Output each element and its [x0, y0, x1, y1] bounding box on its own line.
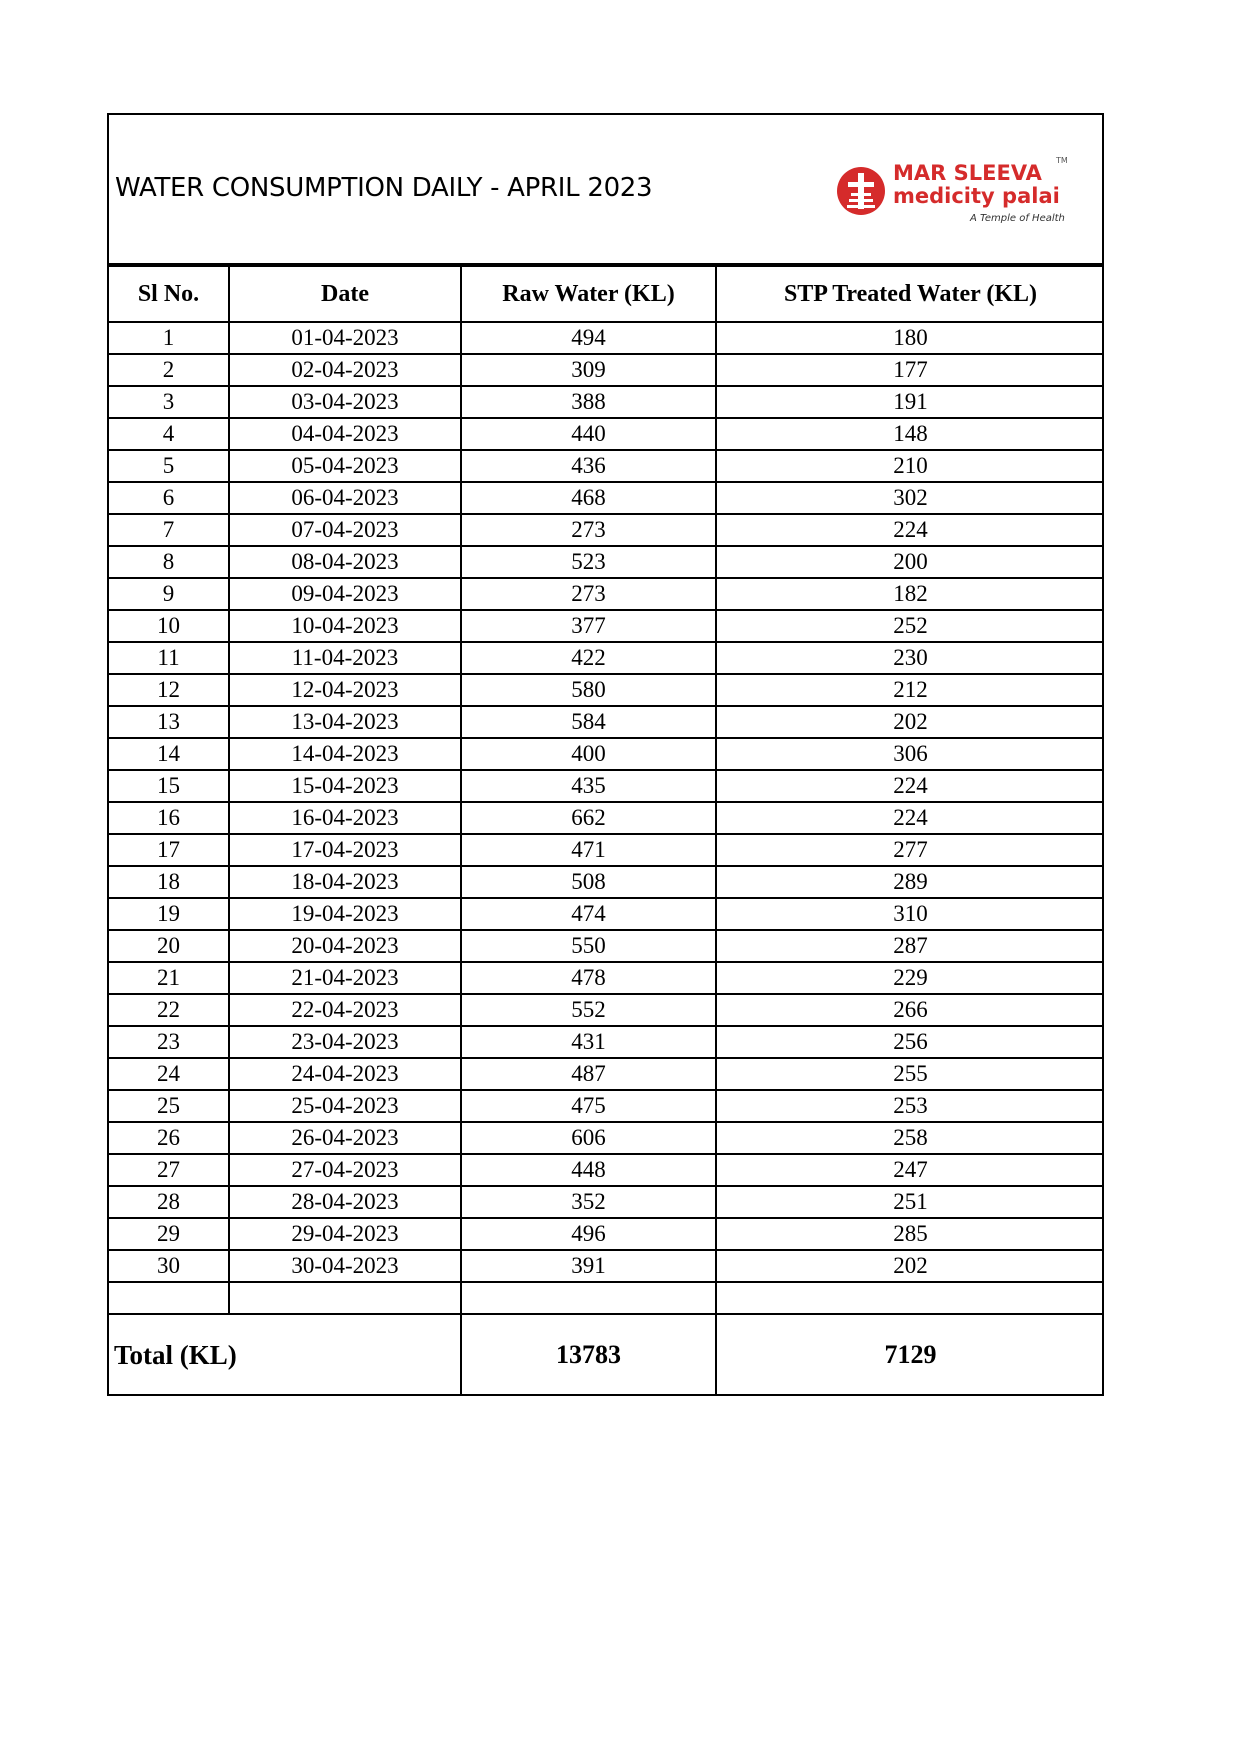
page-title: WATER CONSUMPTION DAILY - APRIL 2023 — [115, 173, 653, 203]
cell-stp-treated-water: 251 — [716, 1186, 1104, 1218]
cell-raw-water: 478 — [461, 962, 716, 994]
cell-date: 25-04-2023 — [229, 1090, 461, 1122]
cell-sl-no: 16 — [109, 802, 229, 834]
total-stp-treated-water: 7129 — [716, 1314, 1104, 1394]
cell-raw-water: 662 — [461, 802, 716, 834]
cell-date: 29-04-2023 — [229, 1218, 461, 1250]
cell-raw-water: 377 — [461, 610, 716, 642]
cell-date: 15-04-2023 — [229, 770, 461, 802]
column-header-sl-no: Sl No. — [109, 266, 229, 322]
cell-raw-water: 580 — [461, 674, 716, 706]
table-body — [109, 322, 1104, 1282]
cell-date: 24-04-2023 — [229, 1058, 461, 1090]
cell-stp-treated-water: 229 — [716, 962, 1104, 994]
cell-stp-treated-water: 302 — [716, 482, 1104, 514]
cell-date: 28-04-2023 — [229, 1186, 461, 1218]
cross-emblem-icon — [835, 165, 887, 217]
cell-stp-treated-water: 277 — [716, 834, 1104, 866]
column-header-stp-treated-water: STP Treated Water (KL) — [716, 266, 1104, 322]
cell-stp-treated-water: 255 — [716, 1058, 1104, 1090]
table-row — [109, 418, 1104, 450]
cell-raw-water: 431 — [461, 1026, 716, 1058]
table-row — [109, 962, 1104, 994]
table-row — [109, 578, 1104, 610]
logo-tagline: A Temple of Health — [970, 213, 1065, 224]
cell-date: 16-04-2023 — [229, 802, 461, 834]
cell-stp-treated-water: 202 — [716, 1250, 1104, 1282]
cell-raw-water: 448 — [461, 1154, 716, 1186]
table-row — [109, 1218, 1104, 1250]
cell-raw-water: 468 — [461, 482, 716, 514]
blank-cell — [109, 1282, 229, 1314]
cell-stp-treated-water: 253 — [716, 1090, 1104, 1122]
cell-sl-no: 15 — [109, 770, 229, 802]
table-row — [109, 738, 1104, 770]
cell-stp-treated-water: 266 — [716, 994, 1104, 1026]
cell-stp-treated-water: 224 — [716, 802, 1104, 834]
blank-cell — [716, 1282, 1104, 1314]
cell-sl-no: 23 — [109, 1026, 229, 1058]
cell-raw-water: 606 — [461, 1122, 716, 1154]
cell-date: 19-04-2023 — [229, 898, 461, 930]
cell-sl-no: 6 — [109, 482, 229, 514]
total-raw-water: 13783 — [461, 1314, 716, 1394]
cell-sl-no: 28 — [109, 1186, 229, 1218]
cell-sl-no: 12 — [109, 674, 229, 706]
table-row — [109, 834, 1104, 866]
cell-sl-no: 30 — [109, 1250, 229, 1282]
cell-sl-no: 2 — [109, 354, 229, 386]
blank-cell — [229, 1282, 461, 1314]
cell-stp-treated-water: 202 — [716, 706, 1104, 738]
cell-raw-water: 584 — [461, 706, 716, 738]
table-row — [109, 514, 1104, 546]
table-row — [109, 994, 1104, 1026]
cell-date: 17-04-2023 — [229, 834, 461, 866]
cell-stp-treated-water: 200 — [716, 546, 1104, 578]
cell-raw-water: 552 — [461, 994, 716, 1026]
cell-date: 18-04-2023 — [229, 866, 461, 898]
cell-sl-no: 3 — [109, 386, 229, 418]
cell-date: 07-04-2023 — [229, 514, 461, 546]
cell-date: 02-04-2023 — [229, 354, 461, 386]
cell-stp-treated-water: 224 — [716, 514, 1104, 546]
cell-stp-treated-water: 212 — [716, 674, 1104, 706]
table-row — [109, 802, 1104, 834]
cell-date: 22-04-2023 — [229, 994, 461, 1026]
column-header-raw-water: Raw Water (KL) — [461, 266, 716, 322]
cell-sl-no: 21 — [109, 962, 229, 994]
blank-row — [109, 1282, 1104, 1314]
cell-sl-no: 18 — [109, 866, 229, 898]
cell-raw-water: 400 — [461, 738, 716, 770]
cell-date: 05-04-2023 — [229, 450, 461, 482]
table-row — [109, 930, 1104, 962]
table-row — [109, 674, 1104, 706]
cell-stp-treated-water: 252 — [716, 610, 1104, 642]
cell-date: 20-04-2023 — [229, 930, 461, 962]
cell-raw-water: 435 — [461, 770, 716, 802]
table-row — [109, 1154, 1104, 1186]
cell-sl-no: 26 — [109, 1122, 229, 1154]
cell-raw-water: 422 — [461, 642, 716, 674]
cell-sl-no: 8 — [109, 546, 229, 578]
cell-sl-no: 13 — [109, 706, 229, 738]
cell-sl-no: 19 — [109, 898, 229, 930]
table-row — [109, 610, 1104, 642]
cell-stp-treated-water: 177 — [716, 354, 1104, 386]
table-row — [109, 898, 1104, 930]
cell-sl-no: 29 — [109, 1218, 229, 1250]
cell-raw-water: 508 — [461, 866, 716, 898]
table-row — [109, 1186, 1104, 1218]
cell-stp-treated-water: 285 — [716, 1218, 1104, 1250]
cell-sl-no: 7 — [109, 514, 229, 546]
table-row — [109, 866, 1104, 898]
table-row — [109, 546, 1104, 578]
cell-sl-no: 20 — [109, 930, 229, 962]
cell-date: 26-04-2023 — [229, 1122, 461, 1154]
table-header-row — [109, 266, 1104, 322]
cell-date: 12-04-2023 — [229, 674, 461, 706]
cell-raw-water: 391 — [461, 1250, 716, 1282]
cell-stp-treated-water: 230 — [716, 642, 1104, 674]
cell-stp-treated-water: 210 — [716, 450, 1104, 482]
cell-date: 23-04-2023 — [229, 1026, 461, 1058]
cell-date: 09-04-2023 — [229, 578, 461, 610]
cell-raw-water: 440 — [461, 418, 716, 450]
cell-date: 11-04-2023 — [229, 642, 461, 674]
cell-sl-no: 25 — [109, 1090, 229, 1122]
table-row — [109, 354, 1104, 386]
document-sheet — [107, 113, 1104, 1396]
cell-date: 27-04-2023 — [229, 1154, 461, 1186]
logo-trademark: TM — [1056, 156, 1068, 165]
cell-date: 10-04-2023 — [229, 610, 461, 642]
cell-sl-no: 14 — [109, 738, 229, 770]
blank-cell — [461, 1282, 716, 1314]
cell-stp-treated-water: 306 — [716, 738, 1104, 770]
table-row — [109, 482, 1104, 514]
table-row — [109, 450, 1104, 482]
cell-sl-no: 5 — [109, 450, 229, 482]
table-row — [109, 1058, 1104, 1090]
cell-stp-treated-water: 287 — [716, 930, 1104, 962]
cell-date: 14-04-2023 — [229, 738, 461, 770]
table-row — [109, 770, 1104, 802]
column-header-date: Date — [229, 266, 461, 322]
cell-stp-treated-water: 256 — [716, 1026, 1104, 1058]
cell-stp-treated-water: 180 — [716, 322, 1104, 354]
cell-date: 13-04-2023 — [229, 706, 461, 738]
cell-raw-water: 388 — [461, 386, 716, 418]
cell-raw-water: 487 — [461, 1058, 716, 1090]
cell-stp-treated-water: 148 — [716, 418, 1104, 450]
hospital-logo — [835, 156, 1075, 235]
cell-stp-treated-water: 191 — [716, 386, 1104, 418]
table-row — [109, 1090, 1104, 1122]
cell-sl-no: 10 — [109, 610, 229, 642]
cell-stp-treated-water: 247 — [716, 1154, 1104, 1186]
cell-date: 06-04-2023 — [229, 482, 461, 514]
cell-date: 30-04-2023 — [229, 1250, 461, 1282]
cell-sl-no: 24 — [109, 1058, 229, 1090]
cell-sl-no: 4 — [109, 418, 229, 450]
cell-sl-no: 22 — [109, 994, 229, 1026]
logo-subname: medicity palai — [893, 184, 1060, 208]
cell-date: 08-04-2023 — [229, 546, 461, 578]
cell-raw-water: 475 — [461, 1090, 716, 1122]
cell-raw-water: 496 — [461, 1218, 716, 1250]
water-consumption-table — [109, 265, 1104, 1394]
cell-raw-water: 494 — [461, 322, 716, 354]
cell-raw-water: 352 — [461, 1186, 716, 1218]
cell-sl-no: 9 — [109, 578, 229, 610]
cell-date: 01-04-2023 — [229, 322, 461, 354]
cell-stp-treated-water: 224 — [716, 770, 1104, 802]
table-row — [109, 1122, 1104, 1154]
total-row — [109, 1314, 1104, 1394]
logo-name: MAR SLEEVA — [893, 161, 1042, 185]
cell-raw-water: 273 — [461, 514, 716, 546]
cell-stp-treated-water: 289 — [716, 866, 1104, 898]
cell-stp-treated-water: 310 — [716, 898, 1104, 930]
table-row — [109, 1026, 1104, 1058]
cell-sl-no: 11 — [109, 642, 229, 674]
cell-stp-treated-water: 182 — [716, 578, 1104, 610]
cell-raw-water: 309 — [461, 354, 716, 386]
cell-date: 21-04-2023 — [229, 962, 461, 994]
cell-date: 04-04-2023 — [229, 418, 461, 450]
table-row — [109, 322, 1104, 354]
table-row — [109, 386, 1104, 418]
cell-date: 03-04-2023 — [229, 386, 461, 418]
total-label: Total (KL) — [109, 1314, 461, 1394]
cell-raw-water: 436 — [461, 450, 716, 482]
table-row — [109, 706, 1104, 738]
cell-raw-water: 523 — [461, 546, 716, 578]
cell-sl-no: 1 — [109, 322, 229, 354]
cell-raw-water: 550 — [461, 930, 716, 962]
cell-sl-no: 27 — [109, 1154, 229, 1186]
table-row — [109, 642, 1104, 674]
header-band — [109, 115, 1102, 265]
cell-sl-no: 17 — [109, 834, 229, 866]
cell-raw-water: 273 — [461, 578, 716, 610]
table-row — [109, 1250, 1104, 1282]
cell-stp-treated-water: 258 — [716, 1122, 1104, 1154]
cell-raw-water: 471 — [461, 834, 716, 866]
cell-raw-water: 474 — [461, 898, 716, 930]
